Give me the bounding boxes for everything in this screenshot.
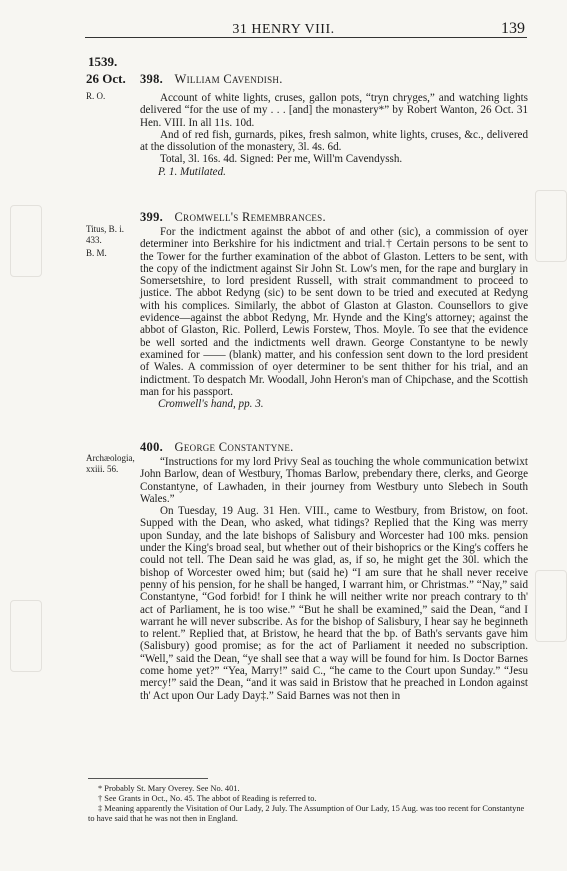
entry-body (140, 92, 528, 178)
library-stamp-icon (10, 205, 42, 277)
paragraph: On Tuesday, 19 Aug. 31 Hen. VIII., came to Westbury, from Bristow, on foot. Supped with the Dean, who asked, what tidings? Replied that the King was merry upon Sunday, and the late bishops of Salisbury and Worcester had 100 mks. pension under the King's broad seal, but whether out of their bishoprics or the King's coffers he could not tell. The Dean said he was glad, as, if so, he might get the 30l. which the bishop of Worcester owed him; but (said he) “I am sure that he shall never receive penny of his pension, for he shall be hanged, I warrant him, or Christmas.” “Nay,” said Constantyne, “God forbid! for I think he will neither write nor preach contrary to th' act of Parliament, he is too wise.” “But he shall be examined,” said the Dean, “and I warrant he will never subscribe. As for the bishop of Salisbury, I hear say he beginneth to relent.” Replied that, at Bristow, he heard that the bp. of Bath's servants gave him (Salisbury) good promise; as for the act of Parliament it needed no subscription. “Well,” said the Dean, “ye shall see that a way will be found for him. Is Doctor Barnes come home yet?” “Yea, Marry!” said C., “he came to the Court upon Sunday.” “Jesu mercy!” said the Dean, “and it was said in Bristow that he preached in London against th' Act upon Our Lady Day‡.” Said Barnes was not then in (140, 505, 528, 702)
footnote: ‡ Meaning apparently the Visitation of Our Lady, 2 July. The Assumption of Our Lady, 15 Aug. was too recent for Constantyne to have said that he was not then in England. (88, 804, 525, 823)
margin-source: Titus, B. i. 433. (86, 224, 124, 245)
year-heading: 1539. (88, 54, 118, 69)
margin-source-2: B. M. (86, 248, 107, 258)
footnotes (88, 784, 528, 824)
paragraph: Account of white lights, cruses, gallon pots, “tryn chryges,” and watching lights delivered “for the use of my . . . [and] the monastery*” by Robert Wanton, 26 Oct. 31 Hen. VIII. In all 11s. 10d. (140, 92, 528, 129)
entry-heading (140, 210, 326, 225)
entry-number: 400. (140, 440, 164, 454)
physical-note: P. 1. Mutilated. (158, 165, 226, 178)
paragraph: And of red fish, gurnards, pikes, fresh salmon, white lights, cruses, &c., delivered at the dissolution of the monastery, 3l. 4s. 6d. (140, 128, 528, 154)
footnote-rule (88, 778, 208, 779)
library-stamp-icon (535, 190, 567, 262)
paragraph: For the indictment against the abbot of and other (sic), a commission of oyer determiner into Berkshire for his indictment and trial.† Certain persons to be sent to the Tower for the further examination of the abbot of Glaston. Letters to be sent, with the copy of the indictment against Sir John St. Low's men, for the rape and burglary in Somersetshire, to lord president Russell, with strait commandment to proceed to justice. The abbot Redyng (sic) to be sent down to be tried and executed at Redyng with his complices. Similarly, the abbot of Glaston at Glaston. Counsellors to give evidence—against the abbot Redyng, Mr. Hynde and the King's attorney; against the abbot of Glaston, Ric. Pollerd, Lewis Forstew, Thos. Moyle. To see that the evidence be well sorted and the indictments well drawn. George Constantyne to be newly examined for —— (blank) matter, and his confession sent down to the lord president of Wales. A commission of oyer determiner to be sent thither for his trial, and an indictment. To despatch Mr. Woodall, John Heron's man of Chipchase, and the Scottish man for his passport. (140, 226, 528, 398)
entry-body (140, 226, 528, 410)
page-number: 139 (501, 20, 525, 37)
entry-number: 399. (140, 210, 164, 224)
footnote: * Probably St. Mary Overey. See No. 401. (98, 784, 240, 793)
entry-number: 398. (140, 72, 164, 86)
physical-note: Cromwell's hand, pp. 3. (158, 398, 264, 411)
library-stamp-icon (535, 570, 567, 642)
entry-title: William Cavendish. (174, 72, 283, 86)
margin-source: R. O. (86, 91, 106, 101)
entry-title: Cromwell's Remembrances. (174, 210, 326, 224)
running-title: 31 HENRY VIII. (232, 22, 335, 37)
entry-heading (140, 440, 294, 455)
paragraph: “Instructions for my lord Privy Seal as touching the whole communication betwixt John Barlow, dean of Westbury, Thomas Barlow, prebendary there, clerks, and George Constantyne, of Lawhaden, in their journey from Westbury unto Slebech in South Wales.” (140, 456, 528, 505)
library-stamp-icon (10, 600, 42, 672)
footnote: † See Grants in Oct., No. 45. The abbot of Reading is referred to. (98, 794, 317, 803)
entry-heading (140, 72, 283, 87)
paragraph: Total, 3l. 16s. 4d. Signed: Per me, Will'm Cavendyssh. (160, 153, 403, 166)
margin-date: 26 Oct. (86, 71, 126, 86)
margin-source: Archæologia, xxiii. 56. (86, 453, 135, 474)
entry-title: George Constantyne. (174, 440, 294, 454)
entry-body (140, 456, 528, 702)
header-rule (85, 37, 527, 38)
